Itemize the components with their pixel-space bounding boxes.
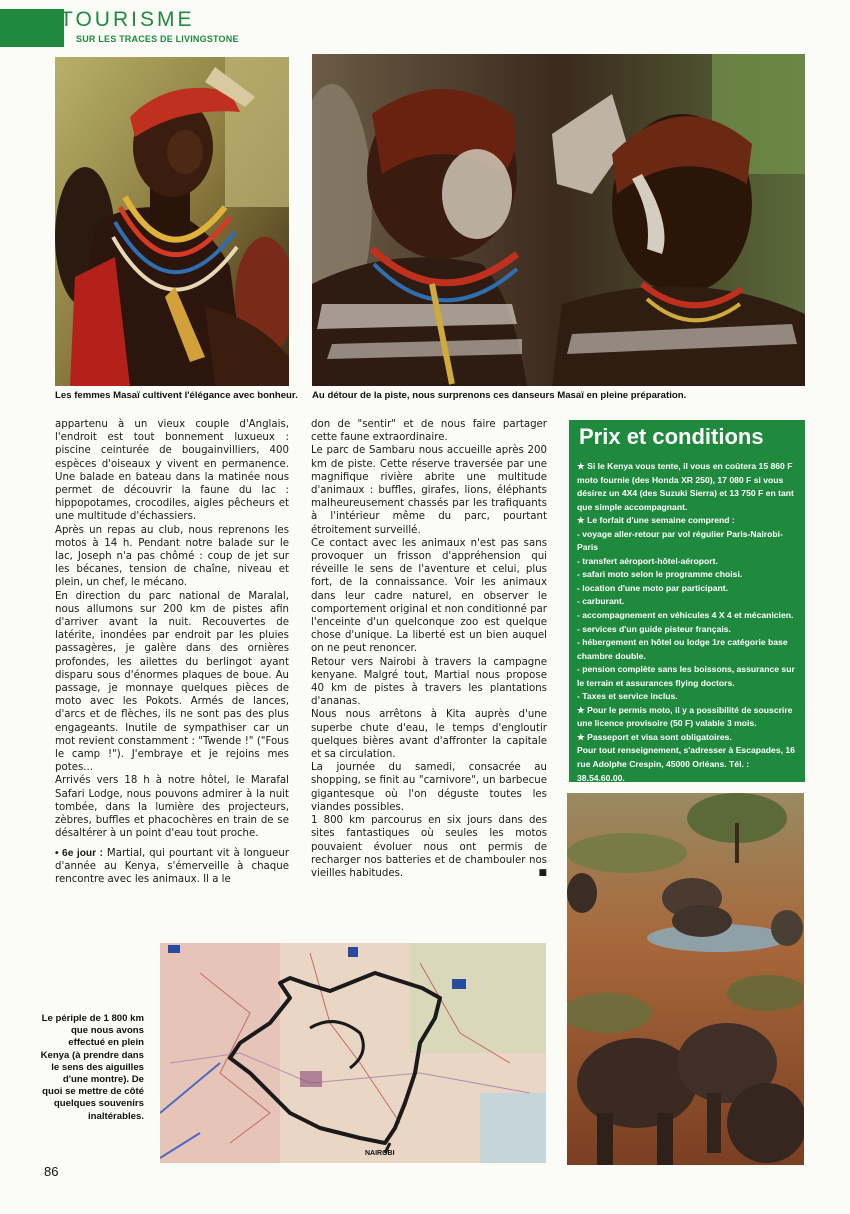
photo-elephants [567, 793, 804, 1165]
box-line: Pour tout renseignement, s'adresser à Escapades, 16 rue Adolphe Crespin, 45000 Orléans. Tél. : 38.54.60.00. [577, 745, 795, 783]
box-line: - voyage aller-retour par vol régulier Paris-Nairobi-Paris [577, 528, 783, 553]
route-map [160, 943, 546, 1163]
caption-right-photo: Au détour de la piste, nous surprenons ces danseurs Masaï en pleine préparation. [312, 390, 687, 401]
box-line: - accompagnement en véhicules 4 X 4 et mécanicien. [577, 610, 794, 621]
box-line: - transfert aéroport-hôtel-aéroport. [577, 555, 718, 566]
box-line: - pension complète sans les boissons, assurance sur le terrain et assurances flying doctors. [577, 664, 795, 688]
photo-masai-woman [55, 57, 289, 386]
box-line: ★ Si le Kenya vous tente, il vous en coûtera 15 860 F moto fournie (des Honda XR 250), 17 080 F si vous désirez un 4X4 (des Suzuki Sierra) et 13 750 F en tant que simple accompagnant. [577, 461, 794, 512]
paragraph: Arrivés vers 18 h à notre hôtel, le Marafal Safari Lodge, nous pouvons admirer à la nuit tombée, dans la lumière des projecteurs, zèbres, buffles et phacochères en train de se désaltérer à un point d'eau tout proche. [55, 775, 289, 840]
page-number: 86 [44, 1164, 59, 1179]
paragraph: Le parc de Sambaru nous accueille après 200 km de piste. Cette réserve traversée par une magnifique rivière abrite une multitude d'animaux : buffles, girafes, lions, éléphants malheureusement chassés par les trafiquants à l'intérieur même du parc, pourtant étroitement surveillé. [311, 445, 547, 536]
section-color-bar [0, 9, 64, 47]
box-line: - location d'une moto par participant. [577, 582, 729, 593]
article-column-2 [311, 418, 547, 880]
paragraph: don de "sentir" et de nous faire partager cette faune extraordinaire. [311, 419, 547, 444]
day-heading: • 6e jour : [55, 847, 104, 859]
box-line: ★ Pour le permis moto, il y a possibilité de souscrire une licence provisoire (50 F) valable 3 mois. [577, 704, 793, 729]
box-line: - services d'un guide pisteur français. [577, 623, 731, 634]
prices-box-title: Prix et conditions [579, 424, 764, 449]
box-line: - carburant. [577, 596, 625, 607]
prices-box [569, 420, 805, 782]
box-line: - Taxes et service inclus. [577, 691, 678, 702]
section-subtitle: SUR LES TRACES DE LIVINGSTONE [76, 34, 239, 44]
paragraph: La journée du samedi, consacrée au shopping, se finit au "carnivore", un barbecue gigantesque où l'on déguste toutes les viandes possibles. [311, 762, 547, 813]
box-line: - safari moto selon le programme choisi. [577, 569, 743, 580]
paragraph: appartenu à un vieux couple d'Anglais, l'endroit est tout bonnement luxueux : piscine ceinturée de bougainvilliers, 400 espèces d'oiseaux y vivent en permanence. Une balade en bateau dans la matinée nous permet de découvrir la faune du lac : hippopotames, crocodiles, aigles pêcheurs et une multitude d'échassiers. [55, 419, 289, 523]
section-title: TOURISME [60, 8, 195, 31]
box-line: ★ Passeport et visa sont obligatoires. [577, 731, 732, 742]
paragraph: Retour vers Nairobi à travers la campagne kenyane. Malgré tout, Martial nous propose 40 km de pistes à travers les plantations d'ananas. [311, 656, 547, 708]
article-column-1 [55, 418, 289, 886]
paragraph: Nous nous arrêtons à Kita auprès d'une superbe chute d'eau, le temps d'engloutir quelques bières avant d'affronter la capitale et sa circulation. [311, 709, 547, 761]
photo-masai-dancers [312, 54, 805, 386]
box-line: ★ Le forfait d'une semaine comprend : [577, 515, 735, 526]
paragraph [311, 814, 547, 880]
paragraph [55, 847, 289, 887]
paragraph: En direction du parc national de Maralal, nous allumons sur 200 km de pistes afin d'arriver avant la nuit. Recouvertes de latérite, inondées par endroit par les pluies passagères, je galère dans des ornières profondes, les ailettes du berlingot ayant disparu sous d'énormes plaques de boue. Au passage, je monnaye quelques pièces de moto avec les Pokots. Armés de lances, d'arcs et de flèches, ils ne sont pas des plus engageants. Inutile de sympathiser car un mot revient constamment : "Twende !" ("Fous le camp !"). J'embraye et je rejoins mes potes... [55, 590, 289, 774]
box-line: - hébergement en hôtel ou lodge 1re catégorie base chambre double. [577, 637, 788, 661]
end-mark: ■ [538, 867, 547, 878]
paragraph-text: Martial, qui pourtant vit à longueur d'année au Kenya, s'émerveille à chaque rencontre avec les animaux. Il a le [55, 847, 290, 885]
map-city-label: NAIROBI [365, 1150, 395, 1157]
paragraph-text: 1 800 km parcourus en six jours dans des sites fantastiques où seules les motos pouvaient évoluer nous ont permis de recharger nos batteries et de chambouler nos vieilles habitudes. [311, 815, 547, 879]
paragraph: Après un repas au club, nous reprenons les motos à 14 h. Pendant notre balade sur le lac, Joseph n'a pas chômé : coup de jet sur les bécanes, tension de chaîne, niveau et plein, un chef, le mécano. [55, 524, 289, 589]
prices-box-content [577, 460, 799, 785]
map-caption: Le périple de 1 800 km que nous avons effectué en plein Kenya (à prendre dans le sens des aiguilles d'une montre). De quoi se mettre de côté quelques souvenirs inaltérables. [40, 1013, 144, 1122]
paragraph: Ce contact avec les animaux n'est pas sans provoquer un frisson d'appréhension qui réveille le sens de l'aventure et celui, plus fort, de la connaissance. Voir les animaux dans leur cadre naturel, en observer le comportement original et non conditionné par l'enceinte d'un quelconque zoo est quelque chose d'unique. La liberté est un bien auquel on ne peut renoncer. [311, 537, 547, 655]
caption-left-photo: Les femmes Masaï cultivent l'élégance avec bonheur. [55, 390, 298, 401]
